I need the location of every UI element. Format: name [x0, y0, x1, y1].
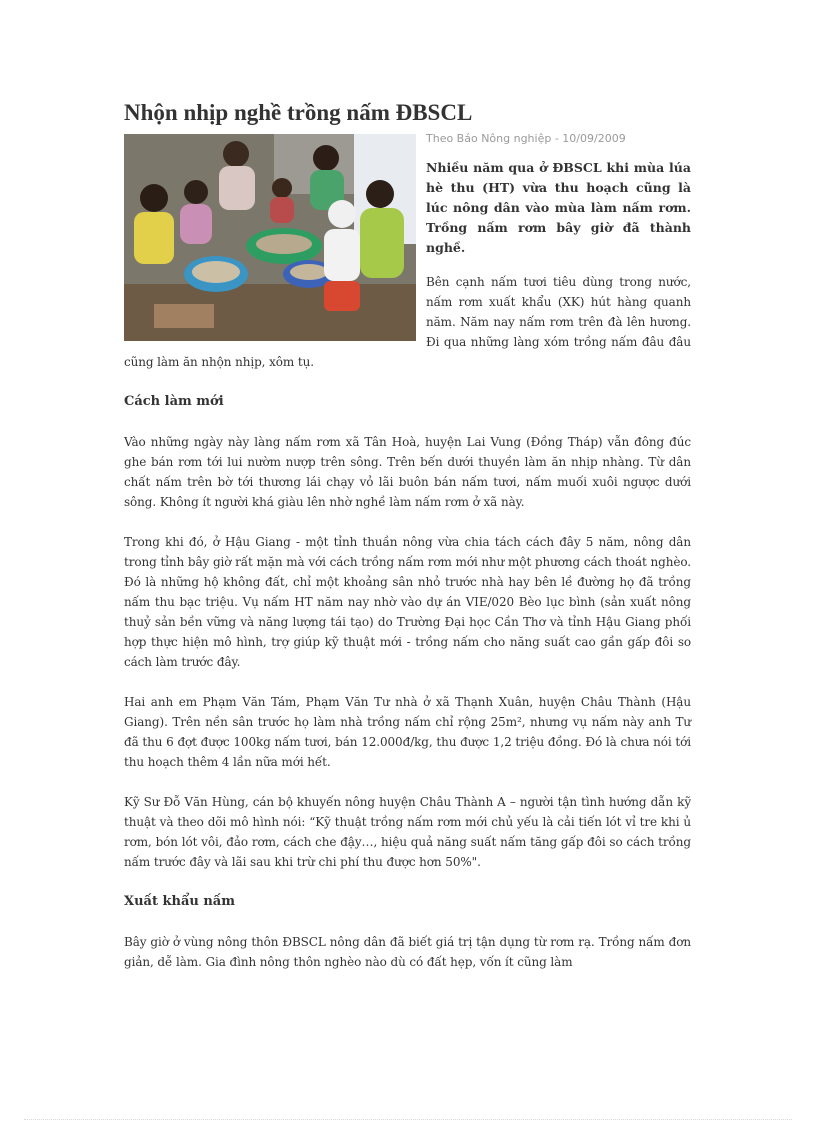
- article-title: Nhộn nhịp nghề trồng nấm ĐBSCL: [124, 100, 473, 125]
- article-source: Theo Báo Nông nghiệp - 10/09/2009: [426, 132, 626, 145]
- paragraph-1: Vào những ngày này làng nấm rơm xã Tân Hoà, huyện Lai Vung (Đồng Tháp) vẫn đông đúc ghe bán rơm tới lui nườm nượp trên sông. Trên bến dưới thuyền làm ăn nhịp nhàng. Từ dân chất nấm trên bờ tới thương lái chạy vỏ lãi buôn bán nấm tươi, nấm muối xuôi ngược dưới sông. Không ít người khá giàu lên nhờ nghề làm nấm rơm ở xã này.: [124, 435, 691, 509]
- article: [124, 98, 691, 992]
- page-bottom-divider: [24, 1119, 792, 1120]
- section-heading-xuat-khau-nam: Xuất khẩu nấm: [124, 894, 235, 909]
- photo-image: [124, 134, 416, 341]
- section-heading-cach-lam-moi: Cách làm mới: [124, 394, 224, 409]
- article-lead: Nhiều năm qua ở ĐBSCL khi mùa lúa hè thu (HT) vừa thu hoạch cũng là lúc nông dân vào mùa làm nấm rơm. Trồng nấm rơm bây giờ đã thành nghề.: [426, 160, 691, 255]
- paragraph-5: Bây giờ ở vùng nông thôn ĐBSCL nông dân đã biết giá trị tận dụng từ rơm rạ. Trồng nấm đơn giản, dễ làm. Gia đình nông thôn nghèo nào dù có đất hẹp, vốn ít cũng làm: [124, 935, 691, 969]
- paragraph-4: Kỹ Sư Đỗ Văn Hùng, cán bộ khuyến nông huyện Châu Thành A – người tận tình hướng dẫn kỹ thuật và theo dõi mô hình nói: “Kỹ thuật trồng nấm rơm mới chủ yếu là cải tiến lót vỉ tre khi ủ rơm, bón lót vôi, đảo rơm, cách che đậy…, hiệu quả năng suất nấm tăng gấp đôi so cách trồng nấm trước đây và lãi sau khi trừ chi phí thu được hơn 50%".: [124, 795, 691, 869]
- paragraph-2: Trong khi đó, ở Hậu Giang - một tỉnh thuần nông vừa chia tách cách đây 5 năm, nông dân trong tỉnh bây giờ rất mặn mà với cách trồng nấm rơm mới như một phương cách thoát nghèo. Đó là những hộ không đất, chỉ một khoảng sân nhỏ trước nhà hay bên lề đường họ đã trồng nấm thu bạc triệu. Vụ nấm HT năm nay nhờ vào dự án VIE/020 Bèo lục bình (sản xuất nông thuỷ sản bền vững và năng lượng tái tạo) do Trường Đại học Cần Thơ và tỉnh Hậu Giang phối hợp thực hiện mô hình, trợ giúp kỹ thuật mới - trồng nấm cho năng suất cao gần gấp đôi so cách làm trước đây.: [124, 535, 691, 669]
- article-photo: [124, 134, 416, 341]
- paragraph-3: Hai anh em Phạm Văn Tám, Phạm Văn Tư nhà ở xã Thạnh Xuân, huyện Châu Thành (Hậu Giang). Trên nền sân trước họ làm nhà trồng nấm chỉ rộng 25m², nhưng vụ nấm này anh Tư đã thu 6 đợt được 100kg nấm tươi, bán 12.000đ/kg, thu được 1,2 triệu đồng. Đó là chưa nói tới thu hoạch thêm 4 lần nữa mới hết.: [124, 695, 691, 769]
- article-intro: Bên cạnh nấm tươi tiêu dùng trong nước, nấm rơm xuất khẩu (XK) hút hàng quanh năm. Năm nay nấm rơm trên đà lên hương. Đi qua những làng xóm trồng nấm đâu đâu cũng làm ăn nhộn nhịp, xôm tụ.: [124, 275, 691, 369]
